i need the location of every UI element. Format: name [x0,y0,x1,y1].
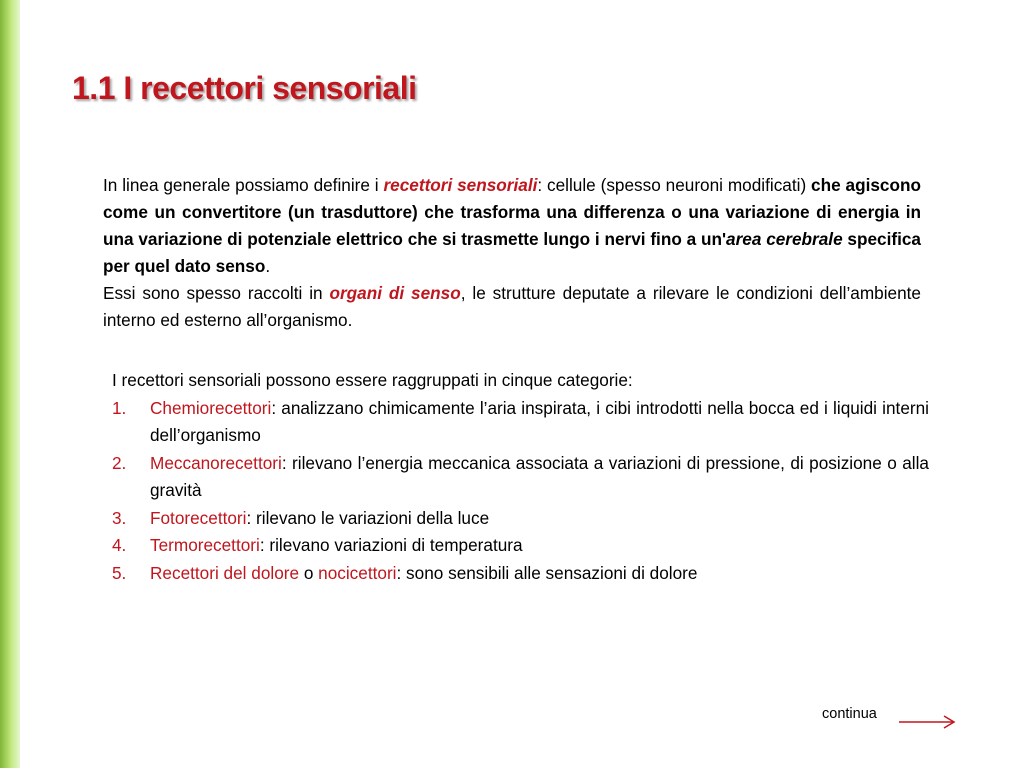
categories-section [112,367,929,587]
definition-bold: che agiscono come un convertitore (un trasduttore) che trasforma una differenza o una variazione di energia in una variazione di potenziale elettrico che si trasmette lungo i nervi fino a un' [103,175,921,249]
category-description: : rilevano l’energia meccanica associata a variazioni di pressione, di posizione o alla gravità [150,452,929,500]
continue-link[interactable]: continua [822,706,877,722]
term-area-cerebrale: area cerebrale [726,229,843,249]
category-item [112,560,929,588]
category-term: Meccanorecettori [150,452,282,473]
category-item [112,532,929,560]
continue-arrow-icon[interactable] [897,713,959,731]
definition-bold-end: specifica per quel dato senso [103,229,921,276]
intro-text-span: In linea generale possiamo definire i [103,175,384,195]
category-item [112,505,929,533]
category-description: : rilevano le variazioni della luce [246,507,490,528]
item-number: 4. [112,535,127,555]
term-recettori-sensoriali: recettori sensoriali [383,175,538,195]
category-term: Chemiorecettori [150,397,272,418]
intro-text-span: . [265,256,271,276]
categories-list [112,395,929,588]
category-connector: o [299,562,319,583]
category-term: Termorecettori [150,535,260,555]
intro-paragraph-1 [103,172,921,280]
category-term: Recettori del dolore [150,562,300,583]
item-number: 3. [112,507,127,528]
item-number: 2. [112,452,127,473]
item-number: 5. [112,562,127,583]
category-item [112,450,929,505]
intro-paragraph-2 [103,280,921,334]
side-bar [0,0,20,768]
categories-intro: I recettori sensoriali possono essere raggruppati in cinque categorie: [112,370,633,390]
category-description: : analizzano chimicamente l’aria inspirata, i cibi introdotti nella bocca ed i liquidi interni dell’organismo [150,397,929,445]
intro-text [103,172,921,334]
intro-text-span: Essi sono spesso raccolti in [103,283,330,303]
category-term-alt: nocicettori [318,562,397,583]
term-organi-di-senso: organi di senso [329,283,461,303]
slide-title: 1.1 I recettori sensoriali [72,70,417,106]
category-item [112,395,929,450]
category-term: Fotorecettori [150,507,247,528]
item-number: 1. [112,397,127,418]
intro-text-span: : cellule (spesso neuroni modificati) [537,175,812,195]
category-description: : rilevano variazioni di temperatura [259,535,523,555]
category-description: : sono sensibili alle sensazioni di dolore [396,562,698,583]
intro-text-span: , le strutture deputate a rilevare le condizioni dell’ambiente interno ed esterno all’organismo. [103,283,921,330]
